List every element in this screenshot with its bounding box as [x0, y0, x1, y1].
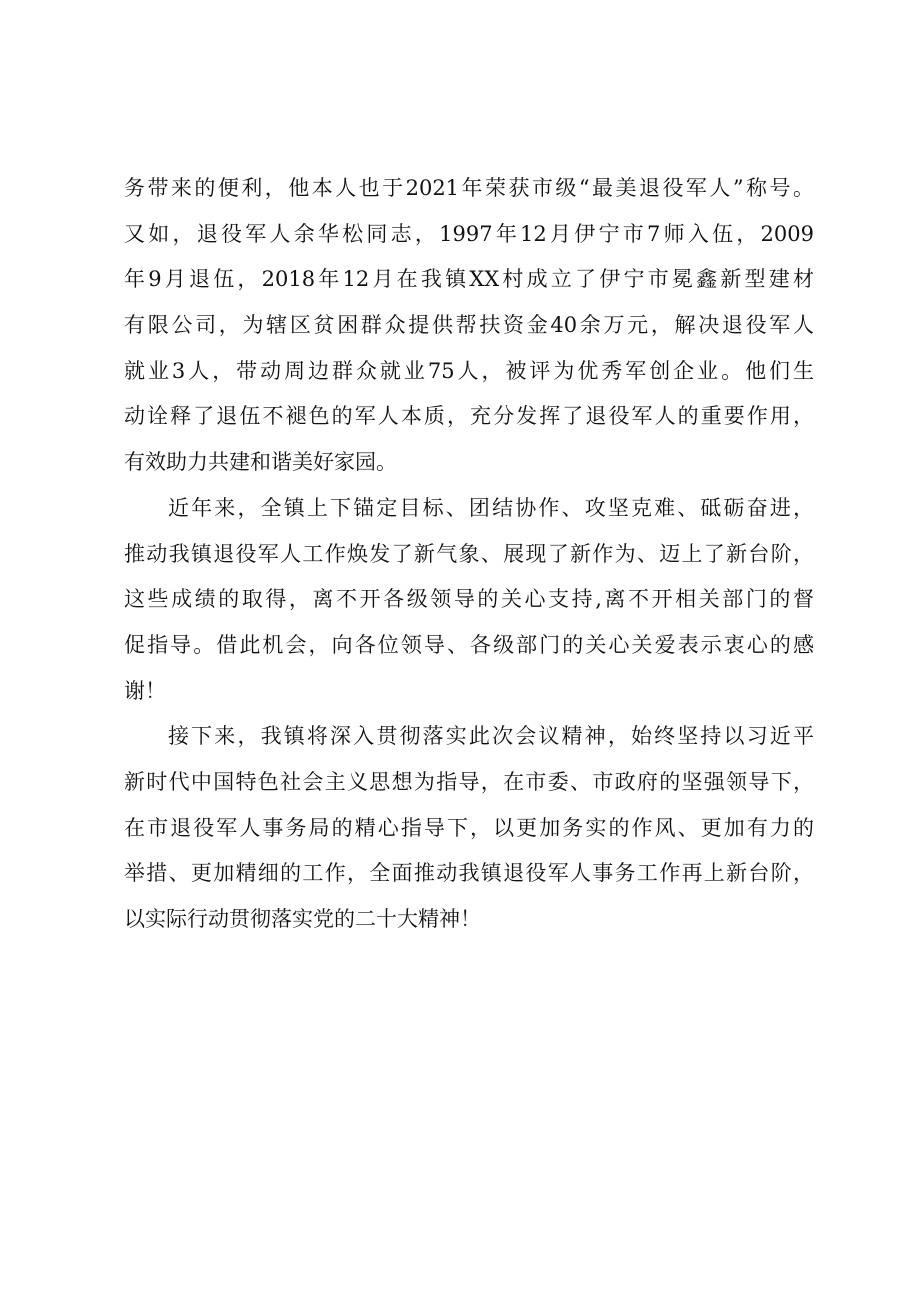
paragraph-2-line-5: 谢！: [124, 678, 166, 703]
paragraph-3-line-2: 新时代中国特色社会主义思想为指导，在市委、市政府的坚强领导下，: [124, 769, 814, 794]
paragraph-1-line-2: 又如，退役军人余华松同志，1997年12月伊宁市7师入伍，2009: [124, 221, 814, 246]
paragraph-3-line-5: 以实际行动贯彻落实党的二十大精神！: [124, 907, 481, 931]
paragraph-2-line-1: 近年来，全镇上下锚定目标、团结协作、攻坚克难、砥砺奋进，: [168, 495, 814, 520]
document-body: [124, 166, 814, 943]
paragraph-1-line-1: 务带来的便利，他本人也于2021年荣获市级“最美退役军人”称号。: [124, 176, 814, 200]
paragraph-1-line-4: 有限公司，为辖区贫困群众提供帮扶资金40余万元，解决退役军人: [124, 313, 814, 338]
paragraph-1-line-7: 有效助力共建和谐美好家园。: [124, 450, 397, 475]
paragraph-2-line-4: 促指导。借此机会，向各位领导、各级部门的关心关爱表示衷心的感: [124, 632, 814, 657]
paragraph-1-line-5: 就业3人，带动周边群众就业75人，被评为优秀军创企业。他们生: [124, 358, 814, 383]
paragraph-2-line-3: 这些成绩的取得，离不开各级领导的关心支持,离不开相关部门的督: [124, 587, 814, 612]
paragraph-3-line-4: 举措、更加精细的工作，全面推动我镇退役军人事务工作再上新台阶，: [124, 861, 814, 886]
paragraph-1-line-6: 动诠释了退伍不褪色的军人本质，充分发挥了退役军人的重要作用，: [124, 404, 814, 429]
paragraph-3-line-3: 在市退役军人事务局的精心指导下，以更加务实的作风、更加有力的: [124, 815, 814, 840]
paragraph-3-line-1: 接下来，我镇将深入贯彻落实此次会议精神，始终坚持以习近平: [168, 724, 814, 749]
paragraph-2-line-2: 推动我镇退役军人工作焕发了新气象、展现了新作为、迈上了新台阶，: [124, 541, 814, 566]
paragraph-1-line-3: 年9月退伍，2018年12月在我镇XX村成立了伊宁市冕鑫新型建材: [124, 267, 814, 292]
